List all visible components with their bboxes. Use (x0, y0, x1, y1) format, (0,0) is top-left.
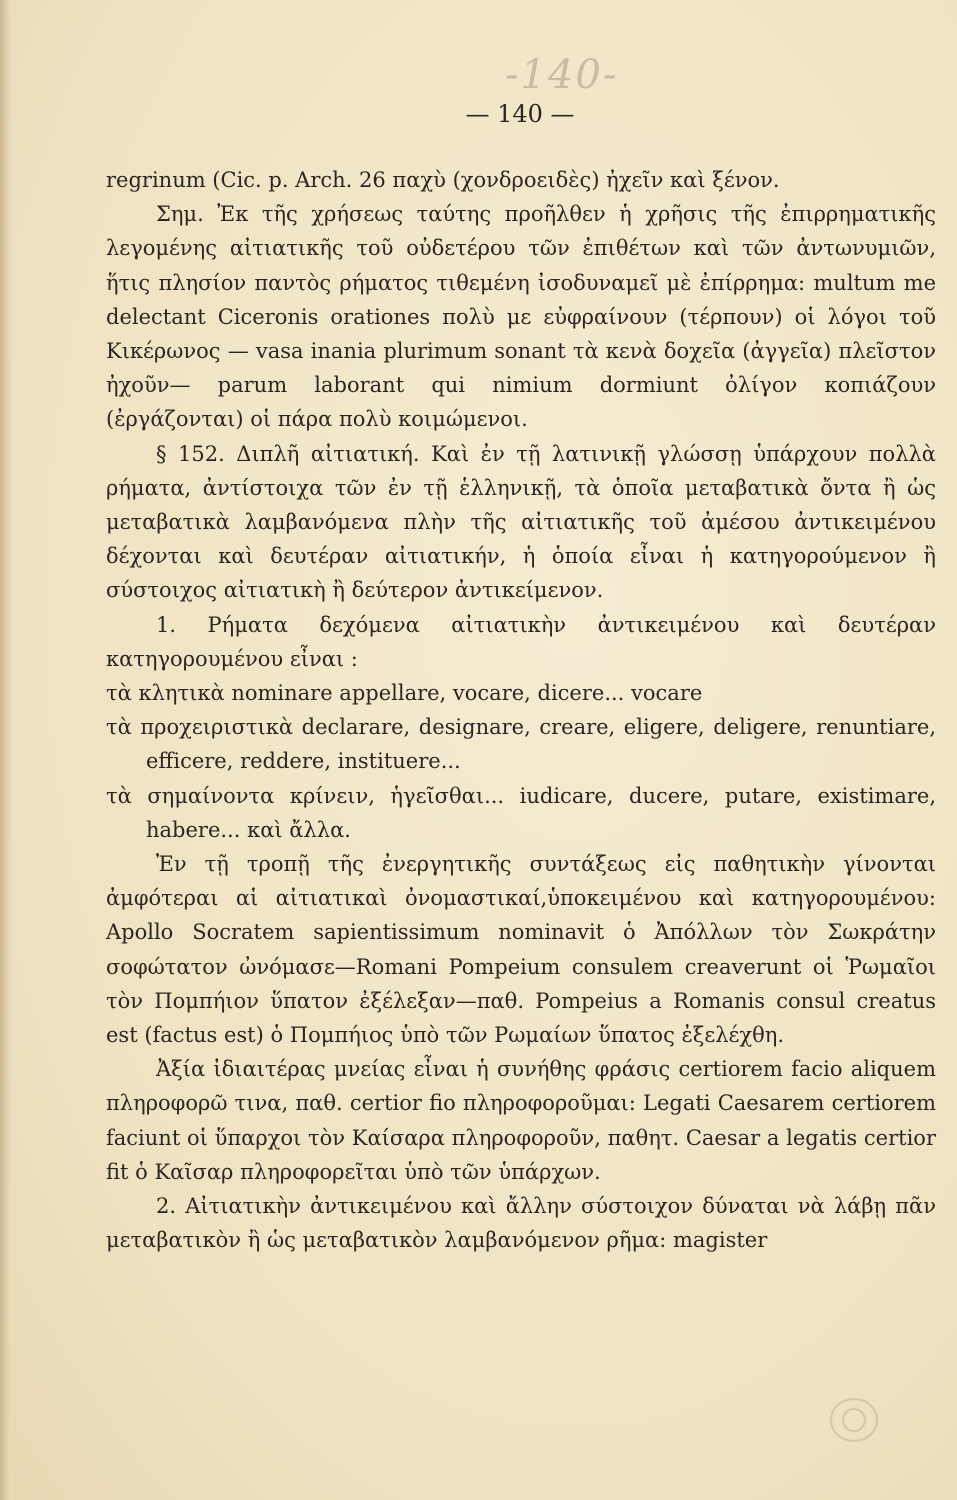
body-text (106, 163, 936, 1258)
paragraph-1: regrinum (Cic. p. Arch. 26 παχὺ (χονδροειδὲς) ἠχεῖν καὶ ξένον. (106, 168, 780, 192)
list-item-semainonta: τὰ σημαίνοντα κρίνειν, ἡγεῖσθαι... iudicare, ducere, putare, existimare, habere... καὶ ἄλλα. (106, 783, 936, 842)
page-binding-edge (0, 0, 14, 1500)
paragraph-note: Σημ. Ἐκ τῆς χρήσεως ταύτης προῆλθεν ἡ χρῆσις τῆς ἐπιρρηματικῆς λεγομένης αἰτιατικῆς τοῦ οὐδετέρου τῶν ἐπιθέτων καὶ τῶν ἀντωνυμιῶν, ἥτις πλησίον παντὸς ρήματος τιθεμένη ἰσοδυναμεῖ μὲ ἐπίρρημα: multum me delectant Ciceronis orationes πολὺ με εὐφραίνουν (τέρπουν) οἱ λόγοι τοῦ Κικέρωνος — vasa inania plurimum sonant τὰ κενὰ δοχεῖα (ἀγγεῖα) πλεῖστον ἠχοῦν— parum laborant qui nimium dormiunt ὀλίγον κοπιάζουν (ἐργάζονται) οἱ πάρα πολὺ κοιμώμενοι. (106, 202, 936, 432)
list-item-procheiristika: τὰ προχειριστικὰ declarare, designare, creare, eligere, deligere, renuntiare, efficere, reddere, instituere... (106, 715, 936, 774)
pencil-page-number: -140- (505, 52, 619, 98)
library-stamp-icon (830, 1398, 878, 1442)
paragraph-item-1: 1. Ρήματα δεχόμενα αἰτιατικὴν ἀντικειμένου καὶ δευτέραν κατηγορουμένου εἶναι : (106, 612, 936, 671)
list-item-kletika: τὰ κλητικὰ nominare appellare, vocare, dicere... vocare (106, 681, 703, 706)
page-number: — 140 — (465, 100, 575, 128)
paragraph-certiorem: Ἀξία ἰδιαιτέρας μνείας εἶναι ἡ συνήθης φράσις certiorem facio aliquem πληροφορῶ τινα, παθ. certior fio πληροφοροῦμαι: Legati Caesarem certiorem faciunt οἱ ὕπαρχοι τὸν Καίσαρα πληροφοροῦν, παθητ. Caesar a legatis certior fit ὁ Καῖσαρ πληροφορεῖται ὑπὸ τῶν ὑπάρχων. (106, 1057, 936, 1184)
paragraph-section-152: § 152. Διπλῆ αἰτιατική. Καὶ ἐν τῇ λατινικῇ γλώσσῃ ὑπάρχουν πολλὰ ρήματα, ἀντίστοιχα τῶν ἐν τῇ ἑλληνικῇ, τὰ ὁποῖα μεταβατικὰ ὄντα ἢ ὡς μεταβατικὰ λαμβανόμενα πλὴν τῆς αἰτιατικῆς τοῦ ἀμέσου ἀντικειμένου δέχονται καὶ δευτέραν αἰτιατικήν, ἡ ὁποία εἶναι ἡ κατηγορούμενον ἢ σύστοιχος αἰτιατικὴ ἢ δεύτερον ἀντικείμενον. (106, 441, 936, 603)
paragraph-passive: Ἐν τῇ τροπῇ τῆς ἐνεργητικῆς συντάξεως εἰς παθητικὴν γίνονται ἀμφότεραι αἱ αἰτιατικαὶ ὀνομαστικαί,ὑποκειμένου καὶ κατηγορουμένου: Apollo Socratem sapientissimum nominavit ὁ Ἀπόλλων τὸν Σωκράτην σοφώτατον ὠνόμασε—Romani Pompeium consulem creaverunt οἱ Ῥωμαῖοι τὸν Πομπήιον ὕπατον ἐξέλεξαν—παθ. Pompeius a Romanis consul creatus est (factus est) ὁ Πομπήιος ὑπὸ τῶν Ρωμαίων ὕπατος ἐξελέχθη. (106, 852, 936, 1048)
paragraph-item-2: 2. Αἰτιατικὴν ἀντικειμένου καὶ ἄλλην σύστοιχον δύναται νὰ λάβῃ πᾶν μεταβατικὸν ἢ ὡς μεταβατικὸν λαμβανόμενον ρῆμα: magister (106, 1194, 936, 1253)
